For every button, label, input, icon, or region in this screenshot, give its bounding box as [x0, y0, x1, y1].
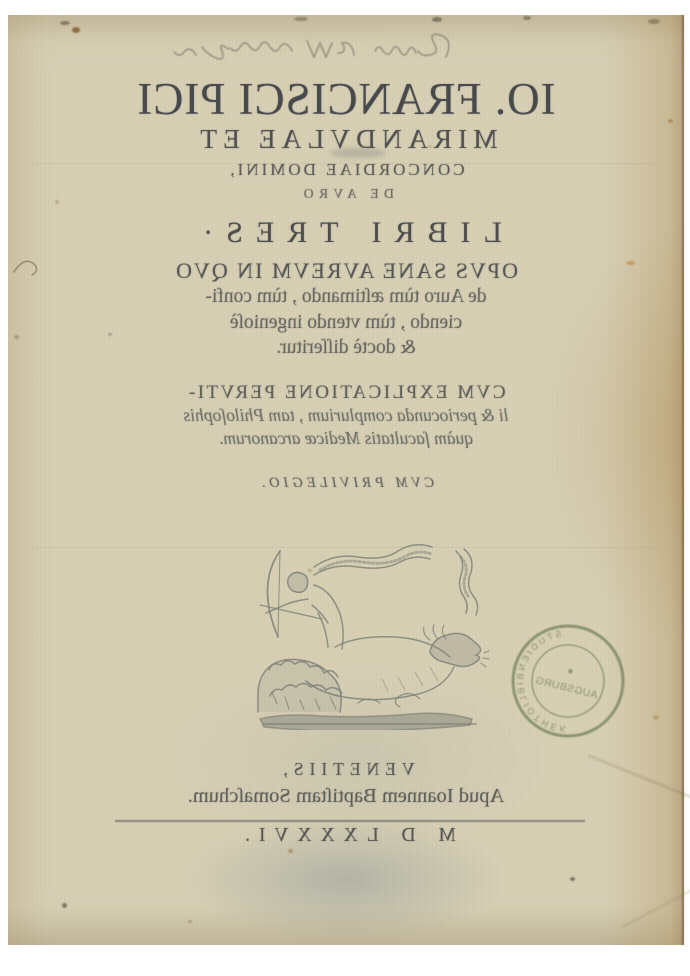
imprint-date: M D LXXXVI.: [236, 825, 456, 846]
subject-line: DE AVRO: [298, 186, 394, 201]
subtitle-caps-line: OPVS SANE AVREVM IN QVO: [174, 258, 518, 283]
scanned-page: [8, 15, 684, 945]
printer-device-centaur-icon: [252, 527, 490, 730]
privilege-line: CVM PRIVILEGIO.: [257, 475, 435, 491]
stamp-ornament: [568, 669, 573, 674]
handwritten-inscription: [140, 27, 460, 71]
author-title-line-2: CONCORDIAE DOMINI,: [227, 160, 465, 179]
library-stamp: [495, 608, 640, 753]
author-name-line: IO. FRANCISCI PICI: [136, 74, 556, 124]
imprint-place: VENETIIS,: [277, 759, 415, 779]
subtitle-line-1: de Auro tùm æſtimando , tùm confi-: [205, 286, 487, 307]
explicatio-line-1: CVM EXPLICATIONE PERVTI-: [186, 382, 506, 403]
imprint-publisher: Apud Ioannem Baptiſtam Somaſchum.: [187, 785, 505, 807]
explicatio-line-3: quàm ſacultatis Medicæ arcanorum.: [218, 428, 474, 448]
mirrored-ink-layer: [8, 15, 684, 945]
subtitle-line-2: ciendo , tùm vtendo ingenioſè: [229, 312, 463, 333]
imprint-rule: [115, 820, 585, 822]
stamp-center-text: AUGSBURG: [533, 674, 599, 702]
subtitle-line-3: & doctè diſſeritur.: [276, 337, 416, 358]
author-title-line: MIRANDVLAE ET: [194, 123, 498, 154]
explicatio-line-2: li & periocunda complurium , tam Philoſophis: [183, 405, 509, 425]
libri-tres-line: LIBRI TRES·: [190, 216, 502, 249]
stamp-ring-text: STUDIENBIBLIOTHEK: [514, 628, 569, 735]
